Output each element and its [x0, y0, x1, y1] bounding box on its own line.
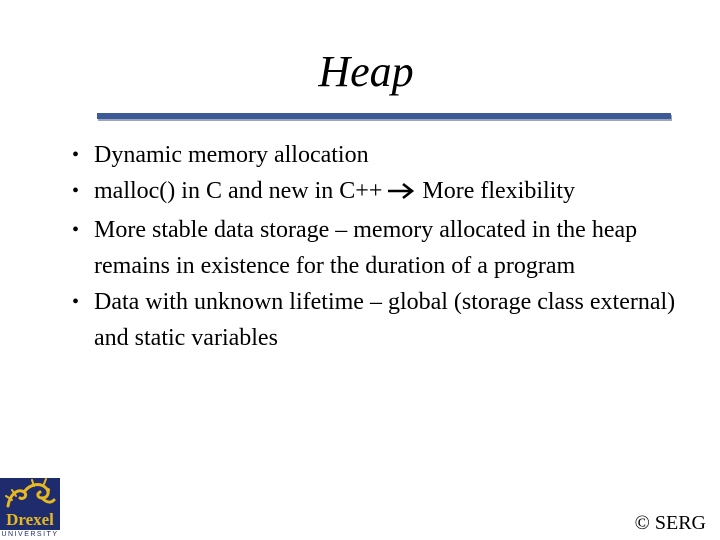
bullet-text: More stable data storage – memory allocated in the heap remains in existence for the duration of a program: [94, 217, 638, 279]
logo-name: Drexel: [6, 510, 54, 529]
bullet-item-stable-storage: [72, 212, 682, 284]
right-arrow-icon: [386, 176, 416, 212]
bullet-text: Dynamic memory allocation: [94, 142, 369, 168]
dragon-icon: [0, 478, 60, 512]
copyright-notice: © SERG: [634, 512, 706, 534]
title-divider: [97, 113, 671, 119]
bullet-text: Data with unknown lifetime – global (storage class external) and static variables: [94, 289, 676, 351]
logo-subtitle: UNIVERSITY: [1, 531, 59, 538]
bullet-text-continued: More flexibility: [422, 178, 575, 204]
bullet-item-malloc-new: [72, 173, 682, 212]
bullet-symbol: •: [72, 144, 80, 166]
bullet-symbol: •: [72, 219, 80, 241]
bullet-list: [72, 137, 682, 356]
slide-title: Heap: [318, 47, 414, 96]
bullet-symbol: •: [72, 180, 80, 202]
drexel-logo: [0, 478, 60, 540]
bullet-symbol: •: [72, 291, 80, 313]
bullet-item-dynamic-allocation: [72, 137, 682, 173]
bullet-text: malloc() in C and new in C++: [94, 178, 383, 204]
bullet-item-unknown-lifetime: [72, 284, 682, 356]
